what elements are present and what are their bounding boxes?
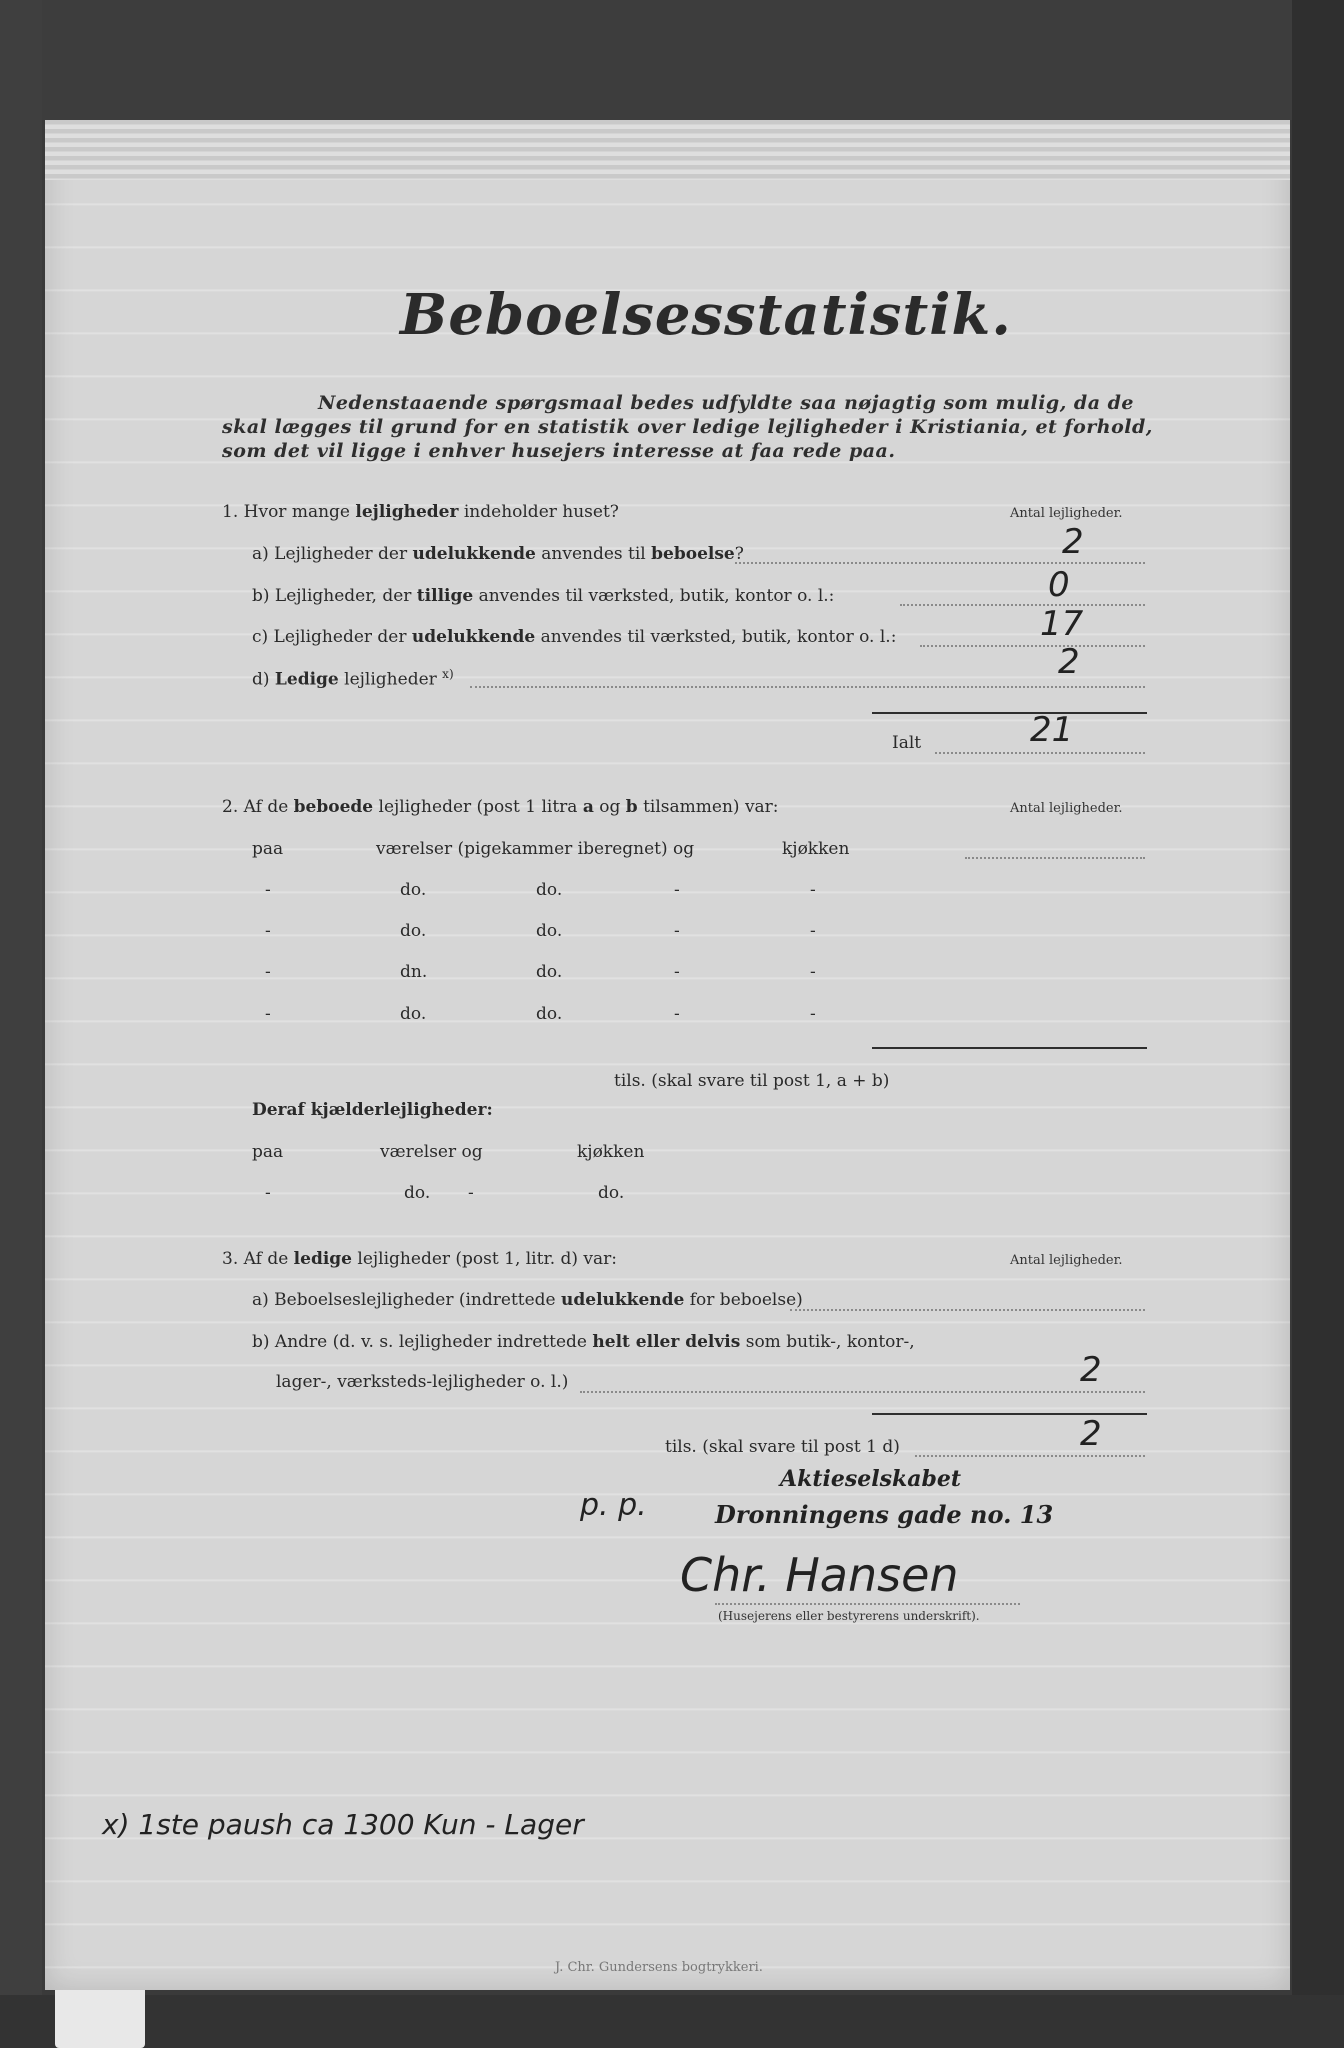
q2-post: tilsammen) var: bbox=[643, 797, 779, 817]
q1a-bold1: udelukkende bbox=[412, 544, 536, 564]
q1d-value[interactable]: 2 bbox=[1058, 642, 1080, 682]
q3b-value[interactable]: 2 bbox=[1080, 1350, 1102, 1390]
q2-kj-vaerelser: værelser og bbox=[380, 1142, 483, 1162]
q3a-dotted-line bbox=[790, 1309, 1145, 1311]
q2-row1-dash: - bbox=[265, 880, 271, 900]
q1c-value[interactable]: 17 bbox=[1040, 604, 1084, 644]
q1a-mid: anvendes til bbox=[541, 544, 646, 564]
q3-tils-dotted-line bbox=[915, 1455, 1145, 1457]
handwritten-footnote: x) 1ste paush ca 1300 Kun - Lager bbox=[102, 1808, 584, 1841]
scan-frame-right bbox=[1292, 0, 1344, 2048]
q2-row0-vaerelser: værelser (pigekammer iberegnet) og bbox=[376, 839, 695, 859]
q2-row0-dotted-line bbox=[965, 857, 1145, 859]
q3b-label-line2: lager-, værksteds-lejligheder o. l.) bbox=[276, 1372, 569, 1392]
q1b-pre: b) Lejligheder, der bbox=[252, 586, 412, 606]
q1d-label bbox=[252, 667, 454, 690]
q1-number: 1. bbox=[222, 502, 239, 522]
q2-bold3: b bbox=[625, 797, 638, 817]
scan-frame-left bbox=[0, 0, 42, 2048]
q3a-label bbox=[252, 1290, 803, 1310]
q2-pre: Af de bbox=[243, 797, 289, 817]
q1a-value[interactable]: 2 bbox=[1062, 522, 1084, 562]
q1-bold: lejligheder bbox=[355, 502, 459, 522]
q2-tils: tils. (skal svare til post 1, a + b) bbox=[614, 1071, 890, 1091]
q1b-dotted-line bbox=[900, 604, 1145, 606]
q2-row2-d3: - bbox=[674, 921, 680, 941]
q1a-label bbox=[252, 544, 744, 564]
q2-row1-d4: - bbox=[810, 880, 816, 900]
q1c-post: anvendes til værksted, butik, kontor o. l.: bbox=[540, 627, 897, 647]
intro-line-3: som det vil ligge i enhver husejers interesse at faa rede paa. bbox=[222, 440, 896, 462]
q2-total-rule bbox=[872, 1047, 1147, 1049]
q3b-post: som butik-, kontor-, bbox=[745, 1332, 915, 1352]
intro-line-1: Nedenstaaende spørgsmaal bedes udfyldte saa nøjagtig som mulig, da de bbox=[318, 392, 1135, 414]
q2-row4-do1: do. bbox=[400, 1004, 427, 1024]
q1d-pre: d) bbox=[252, 669, 270, 690]
q1-total-rule bbox=[872, 712, 1147, 714]
q2-heading bbox=[222, 797, 779, 817]
q1-total-label: Ialt bbox=[892, 733, 922, 753]
q1c-label bbox=[252, 627, 896, 647]
q3-column-header: Antal lejligheder. bbox=[1010, 1253, 1123, 1268]
q2-deraf: Deraf kjælderlejligheder: bbox=[252, 1100, 493, 1120]
q3a-pre: a) Beboelseslejligheder (indrettede bbox=[252, 1290, 556, 1310]
scan-frame-bottom bbox=[0, 1995, 1344, 2048]
q2-row2-d4: - bbox=[810, 921, 816, 941]
q1-heading bbox=[222, 502, 619, 522]
intro-line-2: skal lægges til grund for en statistik over ledige lejligheder i Kristiania, et forhold, bbox=[222, 416, 1153, 438]
q3b-pre: b) Andre (d. v. s. lejligheder indrettede bbox=[252, 1332, 587, 1352]
q3b-dotted-line bbox=[580, 1391, 1145, 1393]
q2-row3-d4: - bbox=[810, 962, 816, 982]
scan-glare bbox=[55, 1985, 145, 2048]
q3-tils-value[interactable]: 2 bbox=[1080, 1414, 1102, 1454]
q2-row3-d3: - bbox=[674, 962, 680, 982]
q3a-post: for beboelse) bbox=[689, 1290, 803, 1310]
q1-post: indeholder huset? bbox=[463, 502, 619, 522]
q3-pre: Af de bbox=[243, 1249, 289, 1269]
q1-total-value[interactable]: 21 bbox=[1030, 710, 1074, 750]
q1d-post: lejligheder bbox=[344, 669, 437, 690]
q1d-footnote-mark: x) bbox=[442, 667, 454, 681]
q2-column-header: Antal lejligheder. bbox=[1010, 801, 1123, 816]
q2-og: og bbox=[599, 797, 621, 817]
q2-row1-do2: do. bbox=[536, 880, 563, 900]
q1d-bold1: Ledige bbox=[274, 669, 339, 690]
paper-top-band bbox=[45, 120, 1290, 180]
q3b-label bbox=[252, 1332, 915, 1352]
q3b-bold1: helt eller delvis bbox=[592, 1332, 741, 1352]
q3-total-rule bbox=[872, 1413, 1147, 1415]
q2-row4-do2: do. bbox=[536, 1004, 563, 1024]
scan-frame-top bbox=[0, 0, 1344, 120]
q2-row4-dash: - bbox=[265, 1004, 271, 1024]
signature-caption: (Husejerens eller bestyrerens underskrift). bbox=[718, 1609, 980, 1623]
q2-kj2-dash: - bbox=[265, 1183, 271, 1203]
q1c-dotted-line bbox=[920, 645, 1145, 647]
q3-heading bbox=[222, 1249, 617, 1269]
q1b-label bbox=[252, 586, 834, 606]
q1b-bold1: tillige bbox=[416, 586, 474, 606]
q1-column-header: Antal lejligheder. bbox=[1010, 506, 1123, 521]
q2-row2-dash: - bbox=[265, 921, 271, 941]
q2-row3-do2: do. bbox=[536, 962, 563, 982]
q2-row3-do1: dn. bbox=[400, 962, 428, 982]
q1d-dotted-line bbox=[470, 686, 1145, 688]
q2-kj2-d2: - bbox=[468, 1183, 474, 1203]
q1a-bold2: beboelse bbox=[651, 544, 735, 564]
q1b-post: anvendes til værksted, butik, kontor o. l.: bbox=[478, 586, 835, 606]
q1c-pre: c) Lejligheder der bbox=[252, 627, 407, 647]
q2-row2-do2: do. bbox=[536, 921, 563, 941]
q2-kj-kjokken: kjøkken bbox=[577, 1142, 645, 1162]
q1-total-dotted-line bbox=[935, 752, 1145, 754]
q2-row2-do1: do. bbox=[400, 921, 427, 941]
signature-company: Aktieselskabet bbox=[780, 1466, 961, 1492]
q2-kj2-do2: do. bbox=[598, 1183, 625, 1203]
q2-kj-paa: paa bbox=[252, 1142, 284, 1162]
q3a-bold1: udelukkende bbox=[561, 1290, 685, 1310]
q1-pre: Hvor mange bbox=[243, 502, 350, 522]
q2-row1-d3: - bbox=[674, 880, 680, 900]
q2-row4-d3: - bbox=[674, 1004, 680, 1024]
q1a-pre: a) Lejligheder der bbox=[252, 544, 408, 564]
q2-row3-dash: - bbox=[265, 962, 271, 982]
q1b-value[interactable]: 0 bbox=[1048, 565, 1070, 605]
form-title: Beboelsesstatistik. bbox=[400, 282, 1012, 348]
q2-row0-kjokken: kjøkken bbox=[782, 839, 850, 859]
q2-kj2-do1: do. bbox=[404, 1183, 431, 1203]
q1a-dotted-line bbox=[735, 562, 1145, 564]
q2-row4-d4: - bbox=[810, 1004, 816, 1024]
q3-bold1: ledige bbox=[293, 1249, 352, 1269]
signature-address: Dronningens gade no. 13 bbox=[715, 1500, 1054, 1529]
q2-row0-paa: paa bbox=[252, 839, 284, 859]
printer-imprint: J. Chr. Gundersens bogtrykkeri. bbox=[555, 1960, 763, 1975]
q2-mid: lejligheder (post 1 litra bbox=[378, 797, 578, 817]
q2-bold1: beboede bbox=[293, 797, 374, 817]
signature-pp: p. p. bbox=[580, 1488, 647, 1523]
q3-number: 3. bbox=[222, 1249, 239, 1269]
q2-row1-do1: do. bbox=[400, 880, 427, 900]
q1c-bold1: udelukkende bbox=[411, 627, 536, 647]
q3-post: lejligheder (post 1, litr. d) var: bbox=[357, 1249, 618, 1269]
signature-dotted-line bbox=[715, 1603, 1020, 1605]
q1a-post: ? bbox=[734, 544, 744, 564]
signature-name: Chr. Hansen bbox=[680, 1548, 959, 1602]
q2-bold2: a bbox=[582, 797, 594, 817]
q2-number: 2. bbox=[222, 797, 239, 817]
q3-tils: tils. (skal svare til post 1 d) bbox=[665, 1437, 900, 1457]
